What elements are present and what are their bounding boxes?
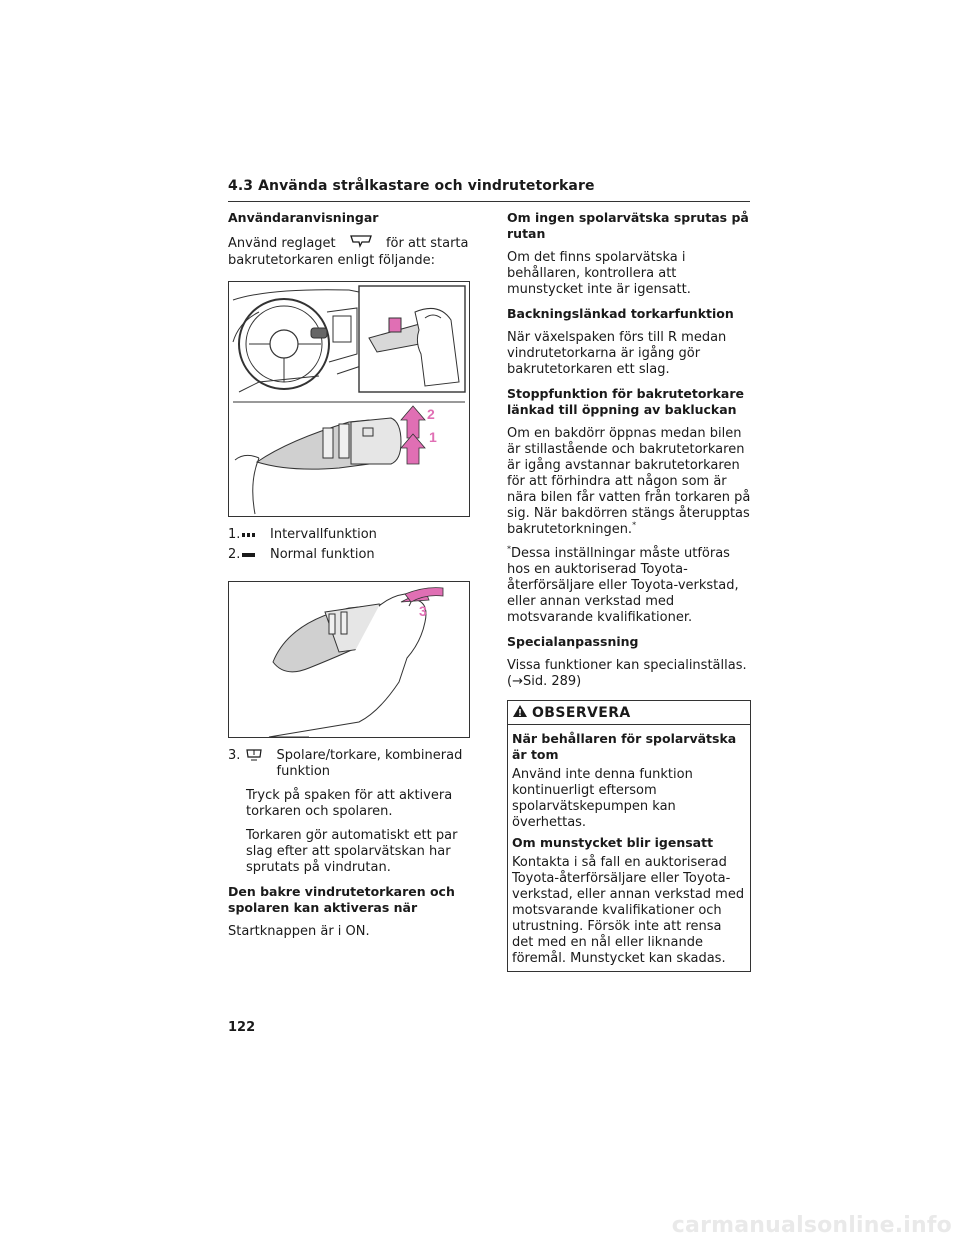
caution-paragraph-clogged: Kontakta i så fall en auktoriserad Toyota-återförsäljare eller Toyota-verkstad, eller annan verkstad med motsvarande kvalifikationer och utrustning. Försök inte att rensa det med en nål eller liknande föremål. Munstycket kan skadas. [512, 855, 745, 966]
watermark: carmanualsonline.info [671, 1213, 952, 1238]
page-number: 122 [228, 1020, 256, 1035]
heading-rear-active: Den bakre vindrutetorkaren och spolaren kan aktiveras när [228, 884, 455, 915]
heading-reverse-linked: Backningslänkad torkarfunktion [507, 306, 734, 321]
heading-stop-function: Stoppfunktion för bakrutetorkare länkad till öppning av bakluckan [507, 386, 744, 417]
list-number-1: 1. [228, 527, 241, 542]
caution-box [507, 700, 751, 972]
caution-heading-empty-tank: När behållaren för spolarvätska är tom [512, 731, 737, 762]
heading-no-fluid: Om ingen spolarvätska sprutas på rutan [507, 210, 749, 241]
section-title: 4.3 Använda strålkastare och vindrutetorkare [228, 178, 595, 194]
caution-title: OBSERVERA [532, 704, 631, 721]
section-header [228, 178, 750, 202]
paragraph-special: Vissa funktioner kan specialinställas. (→Sid. 289) [507, 658, 747, 689]
caution-body [508, 725, 750, 971]
list-label-2: Normal funktion [270, 547, 375, 562]
steering-lever-illustration [229, 282, 469, 516]
paragraph-stop-function [507, 426, 751, 538]
paragraph-start-on: Startknappen är i ON. [228, 924, 370, 939]
caution-header [508, 701, 750, 725]
arrow-label-2: 2 [427, 406, 435, 422]
left-column [228, 210, 472, 948]
figure-wiper-lever-positions [228, 281, 470, 517]
item3-paragraph-1: Tryck på spaken för att aktivera torkaren och spolaren. [246, 788, 453, 819]
list-label-1: Intervallfunktion [270, 527, 377, 542]
footnote-symbol: * [507, 544, 511, 554]
paragraph-no-fluid: Om det finns spolarvätska i behållaren, kontrollera att munstycket inte är igensatt. [507, 250, 691, 297]
paragraph-reverse-linked: När växelspaken förs till R medan vindrutetorkarna är igång gör bakrutetorkaren ett slag. [507, 330, 727, 377]
header-rule [228, 201, 750, 202]
list-number-2: 2. [228, 547, 241, 562]
caution-paragraph-empty-tank: Använd inte denna funktion kontinuerligt eftersom spolarvätskepumpen kan överhettas. [512, 767, 693, 830]
intermittent-icon [242, 527, 262, 543]
caution-heading-clogged: Om munstycket blir igensatt [512, 835, 714, 850]
hand-lever-illustration [229, 582, 469, 737]
text-use-after: för att starta bakrutetorkaren enligt följande: [228, 236, 469, 268]
list-label-3: Spolare/torkare, kombinerad funktion [276, 748, 463, 779]
stop-function-text: Om en bakdörr öppnas medan bilen är stillastående och bakrutetorkaren är igång avstannar bakrutetorkaren för att förhindra att någon som är nära bilen får vatten från torkaren på sig. När bakdörren stängs återupptas bakrutetorkningen. [507, 426, 751, 537]
figure-washer-push [228, 581, 470, 738]
arrow-label-3: 3 [419, 603, 427, 619]
footnote-text: Dessa inställningar måste utföras hos en auktoriserad Toyota-återförsäljare eller Toyota-verkstad, eller annan verkstad med motsvarande kvalifikationer. [507, 546, 739, 625]
lever-positions-list [228, 527, 472, 563]
warning-icon [512, 703, 528, 722]
heading-instructions: Användaranvisningar [228, 210, 379, 225]
item3-paragraph-2: Torkaren gör automatiskt ett par slag efter att spolarvätskan har sprutats på vindrutan. [246, 828, 458, 875]
list-item-2 [228, 547, 472, 563]
paragraph-use-switch [228, 234, 472, 269]
rear-wiper-icon [350, 234, 372, 253]
text-use-before: Använd reglaget [228, 236, 336, 251]
washer-wiper-icon [246, 748, 267, 767]
heading-special: Specialanpassning [507, 634, 639, 649]
list-item-3 [228, 748, 472, 876]
arrow-label-1: 1 [429, 429, 437, 445]
footnote [507, 546, 751, 626]
right-column [507, 210, 751, 972]
list-number-3: 3. [228, 748, 241, 763]
list-item-1 [228, 527, 472, 543]
normal-icon [242, 547, 262, 563]
list-item-3-row [228, 748, 472, 780]
footnote-marker: * [632, 520, 637, 530]
